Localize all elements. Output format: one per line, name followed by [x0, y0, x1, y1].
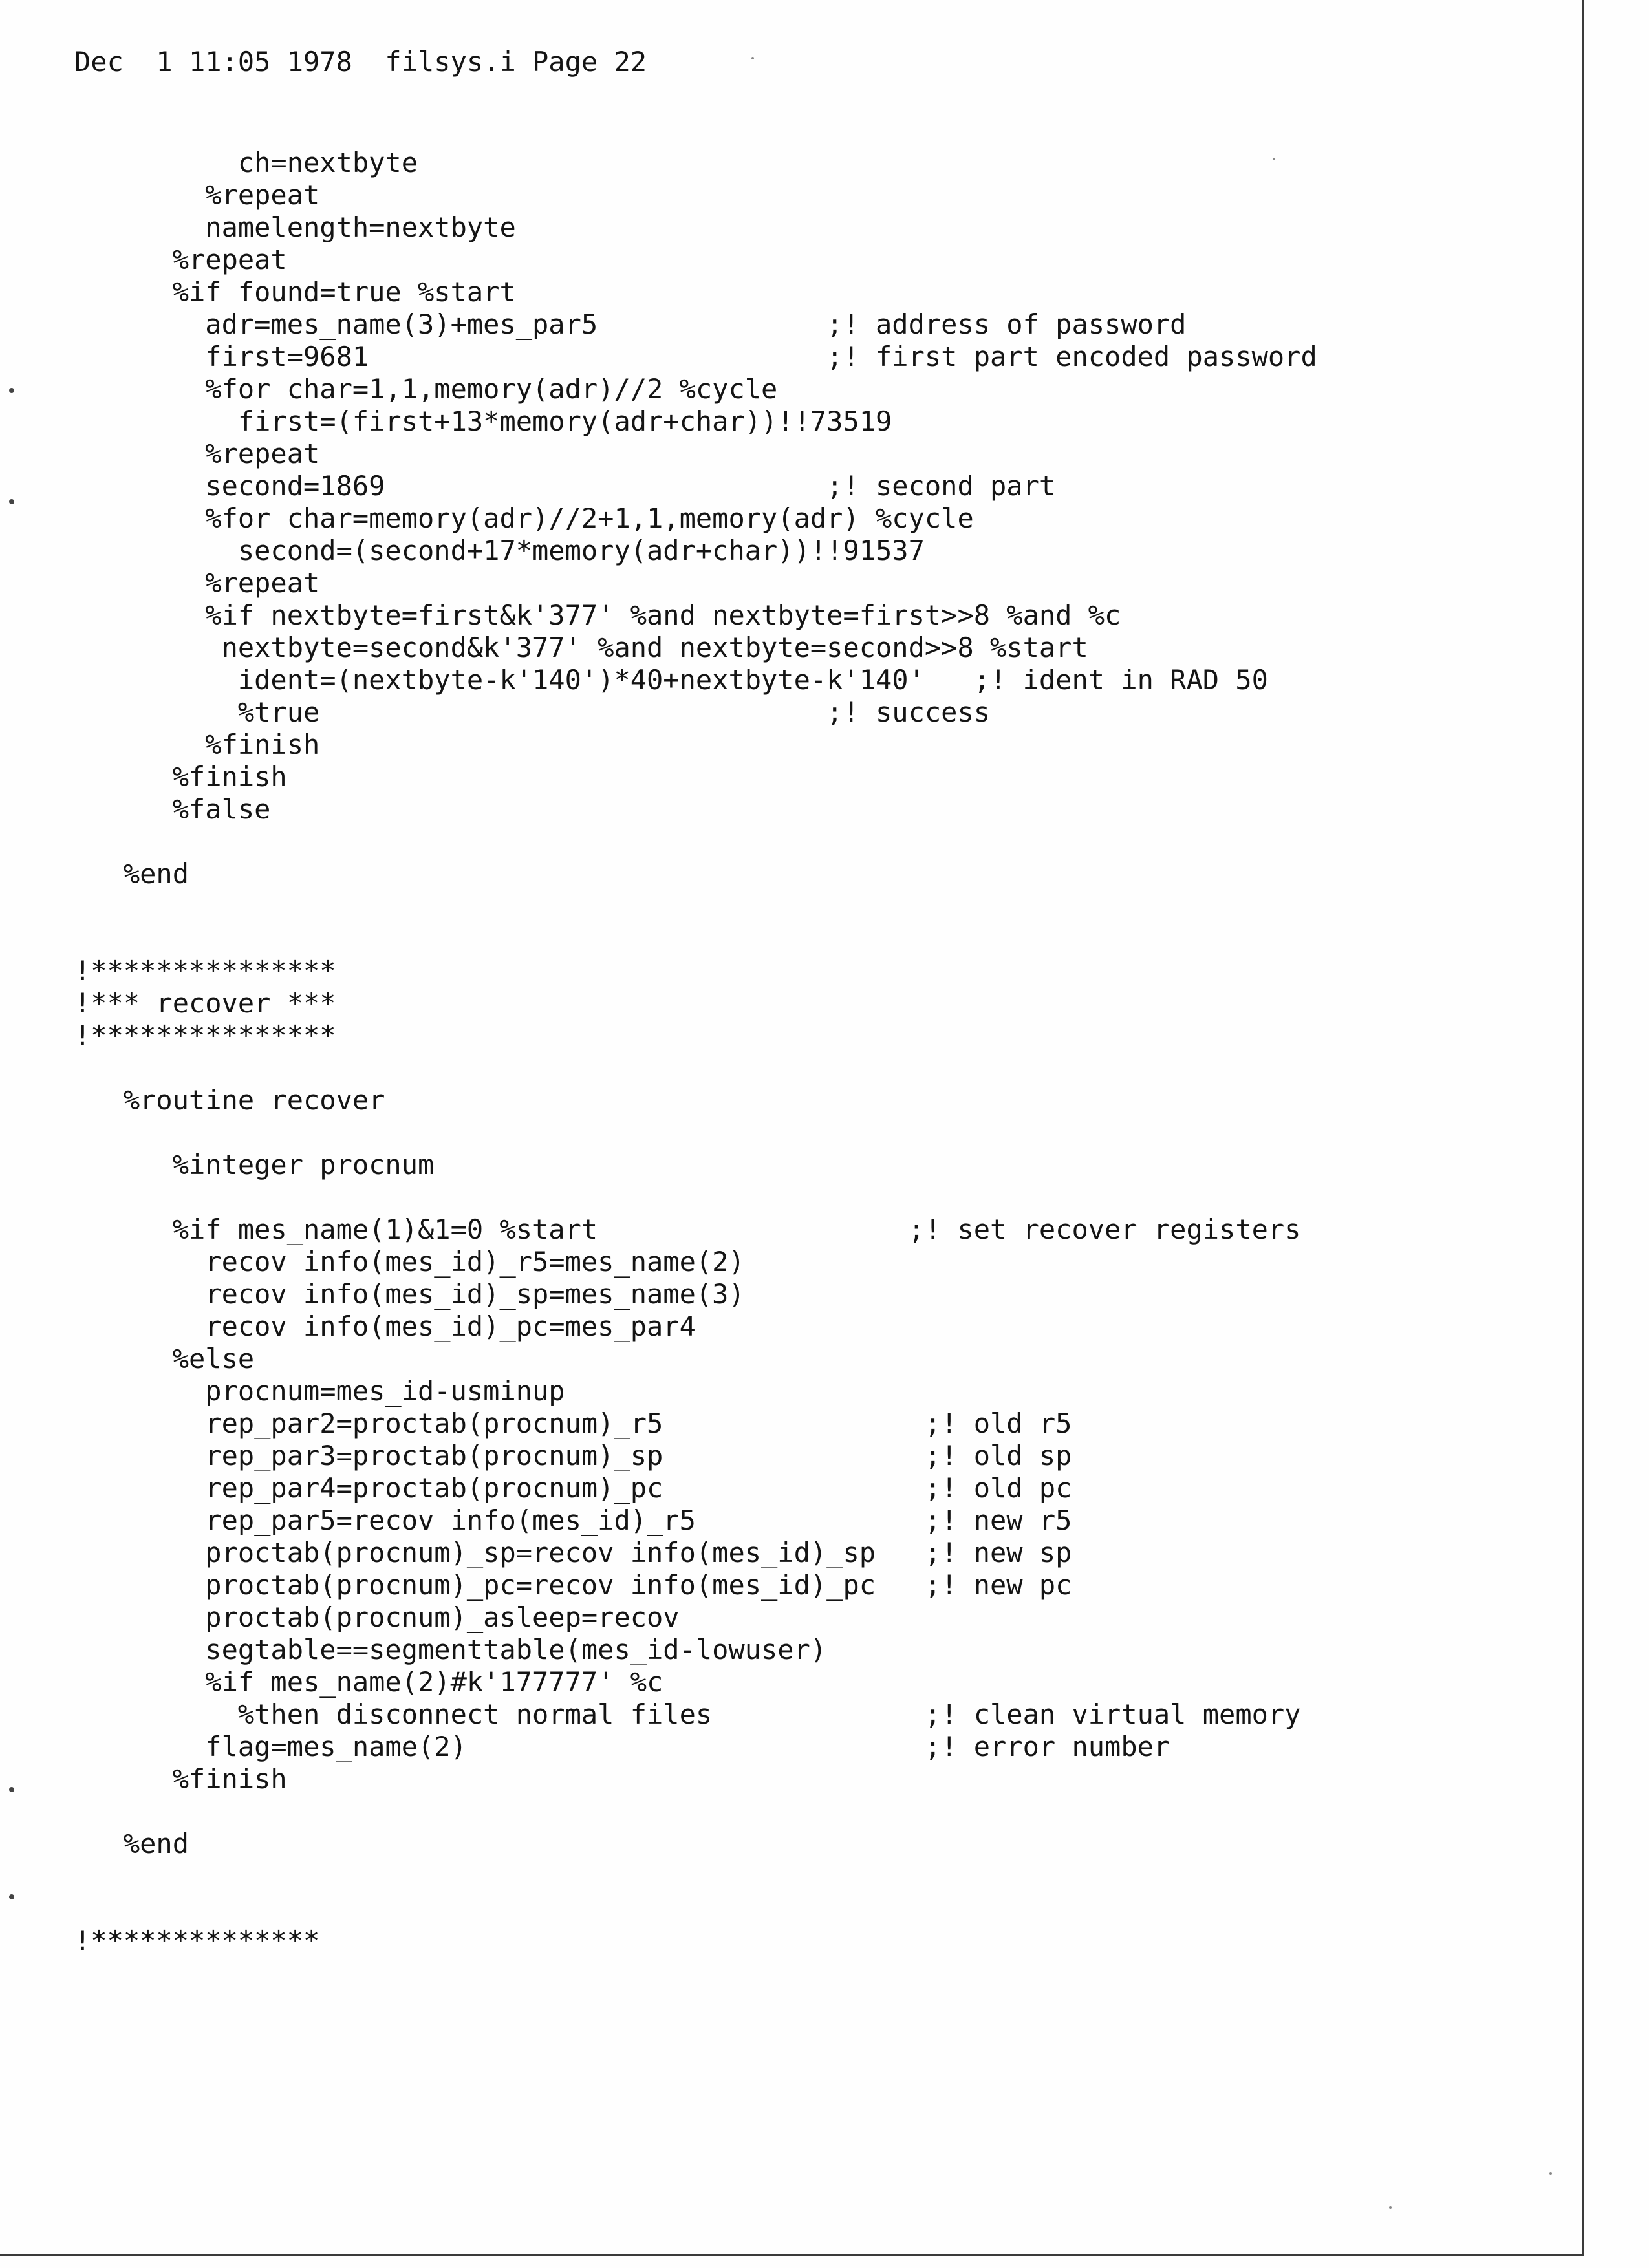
page-edge-bottom — [0, 2254, 1584, 2256]
code-line — [74, 1795, 1317, 1828]
punch-mark — [9, 388, 14, 393]
code-line: %routine recover — [74, 1084, 385, 1116]
paper-speck — [1273, 158, 1275, 160]
punch-mark — [9, 1787, 14, 1792]
code-line: %finish — [74, 1763, 287, 1795]
code-line: second=(second+17*memory(adr+char))!!91537 — [74, 535, 925, 566]
code-line: namelength=nextbyte — [74, 211, 516, 243]
code-line: %repeat — [74, 244, 287, 275]
code-line: %for char=1,1,memory(adr)//2 %cycle — [74, 373, 778, 405]
code-line: !*************** — [74, 955, 336, 987]
code-line: %integer procnum — [74, 1149, 435, 1181]
code-line: ident=(nextbyte-k'140')*40+nextbyte-k'140' ;! ident in RAD 50 — [74, 664, 1268, 696]
code-line: !*************** — [74, 1020, 336, 1051]
code-line: ch=nextbyte — [74, 147, 418, 178]
code-line — [74, 1860, 1317, 1892]
code-line: %end — [74, 858, 189, 890]
code-line: rep_par5=recov info(mes_id)_r5 ;! new r5 — [74, 1504, 1072, 1536]
code-line — [74, 923, 1317, 955]
code-line: rep_par2=proctab(procnum)_r5 ;! old r5 — [74, 1407, 1072, 1439]
code-line: recov info(mes_id)_r5=mes_name(2) — [74, 1246, 745, 1278]
code-line: first=9681 ;! first part encoded password — [74, 341, 1317, 372]
paper-speck — [1389, 2206, 1392, 2209]
code-line: %else — [74, 1343, 255, 1375]
code-line: proctab(procnum)_sp=recov info(mes_id)_sp ;! new sp — [74, 1537, 1072, 1568]
code-line: %repeat — [74, 179, 320, 211]
code-line: proctab(procnum)_pc=recov info(mes_id)_pc ;! new pc — [74, 1569, 1072, 1601]
code-line: first=(first+13*memory(adr+char))!!73519 — [74, 405, 892, 437]
code-line: %true ;! success — [74, 696, 991, 728]
code-line: %finish — [74, 761, 287, 793]
code-line: %finish — [74, 729, 320, 760]
code-line: rep_par3=proctab(procnum)_sp ;! old sp — [74, 1440, 1072, 1471]
code-line: %repeat — [74, 567, 320, 599]
code-line: %then disconnect normal files ;! clean virtual memory — [74, 1698, 1301, 1730]
code-line: recov info(mes_id)_sp=mes_name(3) — [74, 1278, 745, 1310]
code-line: %if nextbyte=first&k'377' %and nextbyte=first>>8 %and %c — [74, 599, 1121, 631]
code-listing — [74, 147, 1317, 1957]
code-line: %false — [74, 793, 271, 825]
punch-mark — [9, 499, 14, 504]
code-line — [74, 1892, 1317, 1925]
code-line: segtable==segmenttable(mes_id-lowuser) — [74, 1634, 827, 1665]
code-line: %if mes_name(1)&1=0 %start ;! set recover registers — [74, 1214, 1301, 1245]
code-line — [74, 890, 1317, 923]
code-line: recov info(mes_id)_pc=mes_par4 — [74, 1311, 696, 1342]
code-line: second=1869 ;! second part — [74, 470, 1056, 502]
page-edge-right — [1582, 0, 1584, 2256]
punch-mark — [9, 1894, 14, 1899]
code-line — [74, 1117, 1317, 1149]
code-line — [74, 1181, 1317, 1214]
code-line: %for char=memory(adr)//2+1,1,memory(adr) %cycle — [74, 502, 974, 534]
paper-speck — [1549, 2172, 1552, 2175]
code-line — [74, 1052, 1317, 1084]
code-line: %if found=true %start — [74, 276, 516, 308]
code-line: %end — [74, 1828, 189, 1859]
code-line: flag=mes_name(2) ;! error number — [74, 1731, 1170, 1762]
page-header: Dec 1 11:05 1978 filsys.i Page 22 — [74, 46, 647, 78]
code-line: !*** recover *** — [74, 987, 336, 1019]
code-line: proctab(procnum)_asleep=recov — [74, 1601, 680, 1633]
code-line — [74, 826, 1317, 858]
code-line: nextbyte=second&k'377' %and nextbyte=second>>8 %start — [74, 632, 1088, 663]
code-line: procnum=mes_id-usminup — [74, 1375, 565, 1407]
code-line: !************** — [74, 1925, 320, 1956]
code-line: rep_par4=proctab(procnum)_pc ;! old pc — [74, 1472, 1072, 1504]
paper-speck — [751, 57, 754, 59]
code-line: adr=mes_name(3)+mes_par5 ;! address of password — [74, 308, 1187, 340]
code-line: %repeat — [74, 438, 320, 469]
code-line: %if mes_name(2)#k'177777' %c — [74, 1666, 663, 1698]
